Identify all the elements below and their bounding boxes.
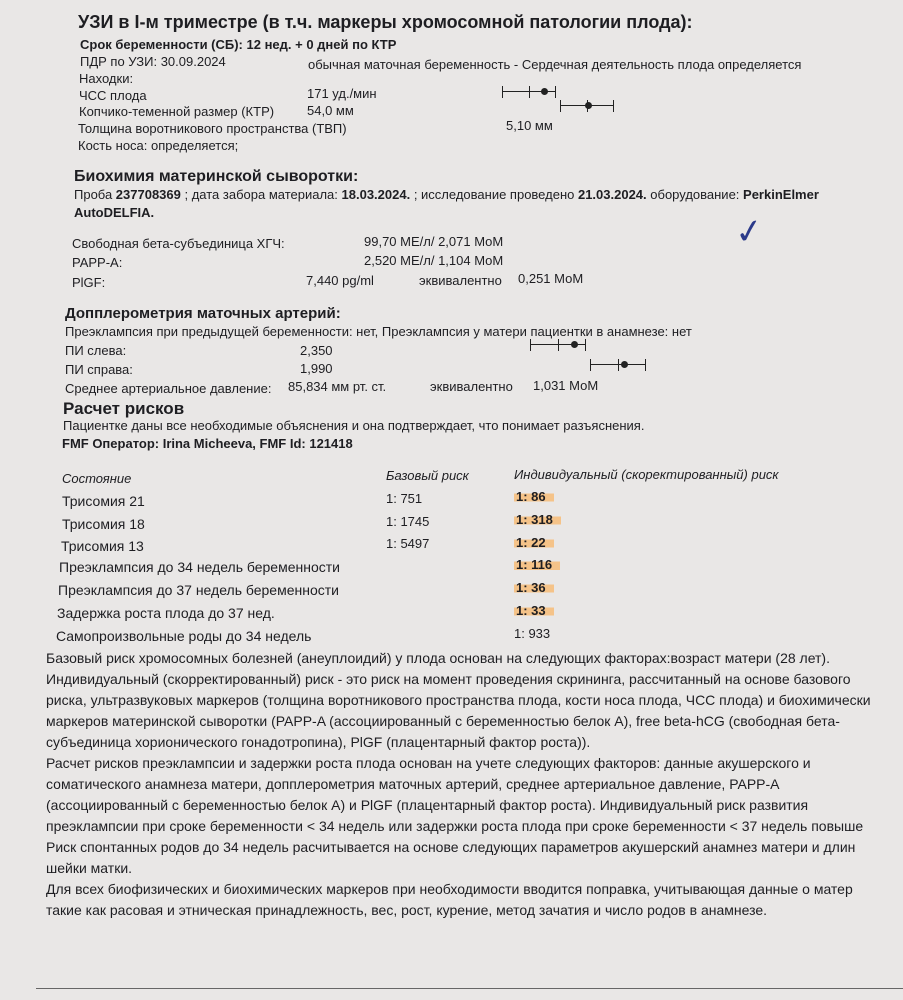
note-line: Индивидуальный (скорректированный) риск - это риск на момент проведения скрининга, рассчитанный на основе базового [46,671,851,687]
findings-label: Находки: [79,71,134,86]
risk-individual: 1: 86 [514,489,554,504]
plgf-value: 7,440 pg/ml [306,273,374,288]
note-line: Базовый риск хромосомных болезней (анеуплоидий) у плода основан на следующих факторах:возраст матери (28 лет). [46,650,830,666]
handwritten-checkmark: ✓ [732,210,767,254]
preeclampsia-history: Преэклампсия при предыдущей беременности: нет, Преэклампсия у матери пациентки в анамнезе: нет [65,324,692,339]
note-line: Расчет рисков преэклампсии и задержки роста плода основан на учете следующих факторов: данные акушерского и [46,755,811,771]
biochem-title: Биохимия материнской сыворотки: [74,168,359,185]
risk-individual: 1: 22 [514,535,554,550]
pi-right-label: ПИ справа: [65,362,133,377]
risk-individual: 1: 116 [514,557,560,572]
risk-base: 1: 751 [386,491,423,506]
note-line: субъединица хорионического гонадотропина), PlGF (плацентарный фактор роста)). [46,734,591,750]
explanatory-notes [46,648,903,921]
risk-individual: 1: 933 [514,626,551,641]
risk-condition: Трисомия 21 [62,493,145,509]
pi-right-value: 1,990 [300,361,333,376]
note-line: такие как расовая и этническая принадлежность, вес, рост, курение, метод зачатия и число родов в анамнезе. [46,902,768,918]
gestation-term: Срок беременности (СБ): 12 нед. + 0 дней по КТР [80,37,397,52]
map-value: 85,834 мм рт. ст. [288,379,387,394]
due-date: ПДР по УЗИ: 30.09.2024 [80,54,226,69]
plgf-equivalent-label: эквивалентно [419,273,502,288]
plgf-label: PlGF: [72,275,106,290]
risk-individual: 1: 33 [514,603,554,618]
crl-range-marker [560,100,614,112]
risk-title: Расчет рисков [63,399,185,418]
pi-right-range-marker [590,359,646,371]
crl-label: Копчико-теменной размер (КТР) [79,104,275,119]
col-individual-risk: Индивидуальный (скоректированный) риск [514,467,779,482]
risk-base: 1: 1745 [386,514,430,529]
nt-value: 5,10 мм [506,118,553,133]
consent-text: Пациентке даны все необходимые объяснения и она подтверждает, что понимает разъяснения. [63,418,645,433]
fhr-label: ЧСС плода [79,88,147,103]
map-equivalent-label: эквивалентно [430,379,513,394]
doppler-title: Допплерометрия маточных артерий: [65,305,341,322]
note-line: (ассоциированный с беременностью белок А) и PlGF (плацентарный фактор роста). Индивидуальный риск развития [46,797,809,813]
note-line: шейки матки. [46,860,133,876]
risk-condition: Трисомия 18 [62,516,145,532]
risk-condition: Задержка роста плода до 37 нед. [57,605,275,621]
note-line: маркеров материнской сыворотки (PAPP-A (ассоциированный с беременностью белок А), free beta-hCG (свободная бета- [46,713,840,729]
col-condition: Состояние [62,471,132,486]
ultrasound-title: УЗИ в I-м триместре (в т.ч. маркеры хромосомной патологии плода): [78,12,693,32]
crl-value: 54,0 мм [307,103,354,118]
risk-condition: Самопроизвольные роды до 34 недель [56,628,312,644]
pi-left-label: ПИ слева: [65,343,127,358]
bhcg-value: 99,70 МЕ/л/ 2,071 МоМ [364,234,504,249]
risk-condition: Трисомия 13 [61,538,144,554]
risk-individual: 1: 318 [514,512,561,527]
note-line: соматического анамнеза матери, допплерометрия маточных артерий, среднее артериальное давление, PAPP-A [46,776,780,792]
risk-condition: Преэклампсия до 37 недель беременности [58,582,339,598]
note-line: Риск спонтанных родов до 34 недель расчитывается на основе следующих параметров акушерский анамнез матери и длин [46,839,856,855]
map-label: Среднее артериальное давление: [65,381,272,396]
nasal-bone: Кость носа: определяется; [78,138,239,153]
equipment-name: AutoDELFIA. [74,205,155,220]
pappa-label: PAPP-A: [72,255,123,270]
note-line: риска, ультразвуковых маркеров (толщина воротникового пространства плода, кости носа плода, ЧСС плода) и биохимически [46,692,871,708]
col-base-risk: Базовый риск [386,468,469,483]
pappa-value: 2,520 МЕ/л/ 1,104 МоМ [364,253,504,268]
plgf-mom: 0,251 МоМ [518,271,584,286]
fhr-range-marker [502,86,556,98]
map-mom: 1,031 МоМ [533,378,599,393]
findings-value: обычная маточная беременность - Сердечная деятельность плода определяется [308,57,802,72]
bhcg-label: Свободная бета-субъединица ХГЧ: [72,236,285,251]
note-line: преэклампсии при сроке беременности < 34 недель или задержки роста плода при сроке беременности < 37 недель повыше [46,818,864,834]
pi-left-value: 2,350 [300,343,333,358]
footer-divider [36,988,903,989]
fhr-value: 171 уд./мин [307,86,377,101]
risk-base: 1: 5497 [386,536,430,551]
operator-info: FMF Оператор: Irina Micheeva, FMF Id: 121418 [62,436,353,451]
risk-individual: 1: 36 [514,580,554,595]
sample-info: Проба 237708369 ; дата забора материала: 18.03.2024. ; исследование проведено 21.03.2024. оборудование: PerkinElmer [74,187,819,202]
note-line: Для всех биофизических и биохимических маркеров при необходимости вводится поправка, учитывающая данные о матер [46,881,853,897]
pi-left-range-marker [530,339,586,351]
nt-label: Толщина воротникового пространства (ТВП) [78,121,347,136]
risk-condition: Преэклампсия до 34 недель беременности [59,559,340,575]
